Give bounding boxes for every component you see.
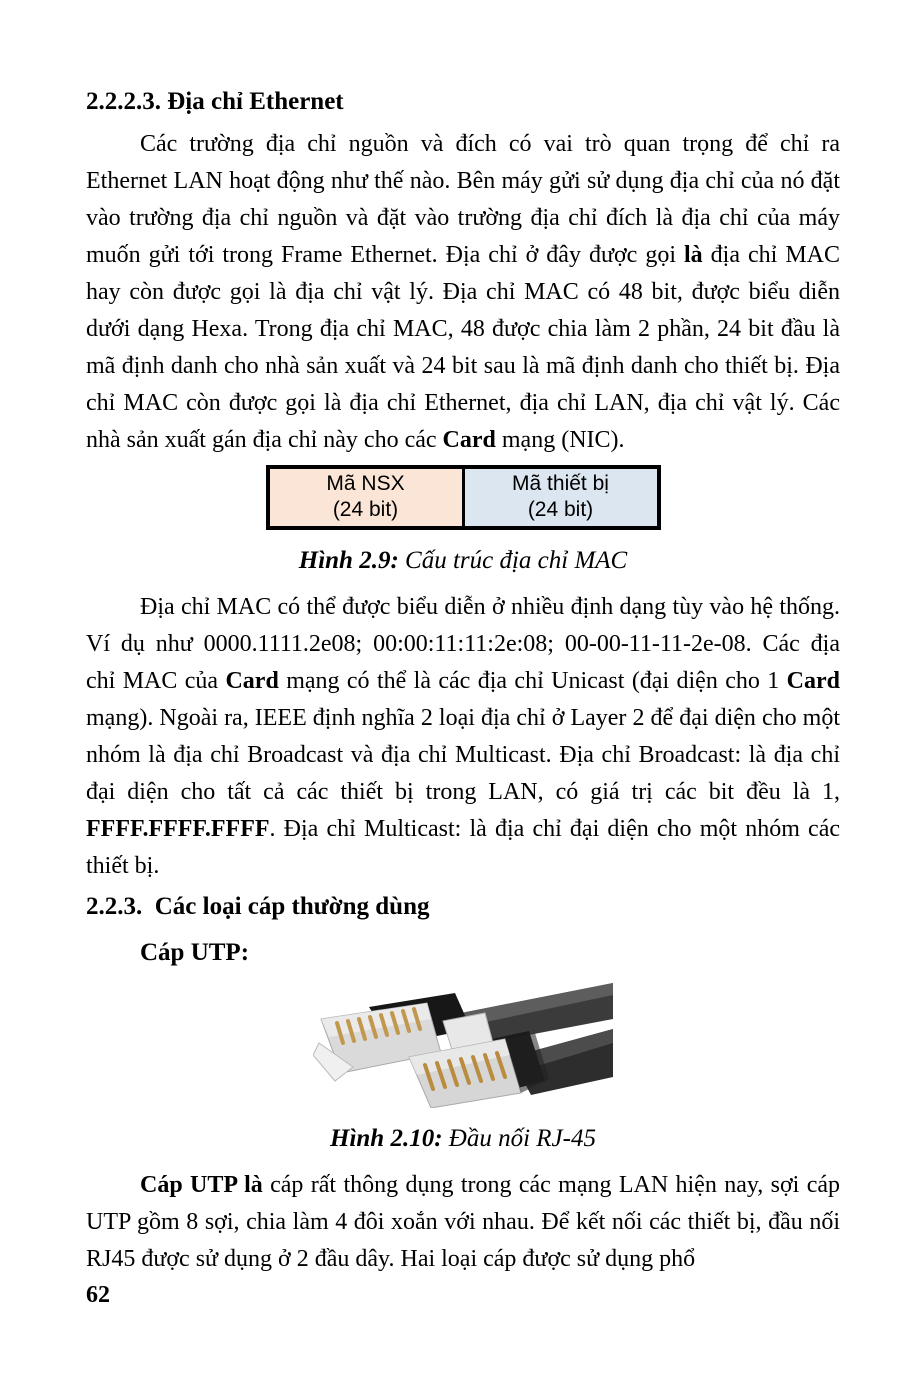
subheading-utp-cable: Cáp UTP:	[140, 939, 250, 966]
section-heading-cable-types: 2.2.3. Các loại cáp thường dùng	[86, 893, 430, 920]
section-heading-ethernet-address: 2.2.2.3. Địa chỉ Ethernet	[86, 88, 344, 115]
cell-line-bits: (24 bit)	[332, 498, 399, 521]
cell-line-bits: (24 bit)	[527, 498, 594, 521]
cell-line-title: Mã NSX	[326, 472, 405, 495]
cell-line-title: Mã thiết bị	[512, 472, 609, 495]
table-cell-device-code	[463, 467, 659, 528]
table-row	[268, 467, 659, 528]
rj45-photo	[313, 981, 613, 1108]
figure-caption-2-10: Hình 2.10: Đầu nối RJ-45	[330, 1125, 596, 1152]
table-cell-manufacturer-code	[268, 467, 464, 528]
paragraph-ethernet-intro: Các trường địa chỉ nguồn và đích có vai trò quan trọng để chỉ ra Ethernet LAN hoạt động như thế nào. Bên máy gửi sử dụng địa chỉ của nó đặt vào trường địa chỉ nguồn và đặt vào trường địa chỉ đích là địa chỉ của máy muốn gửi tới trong Frame Ethernet. Địa chỉ ở đây được gọi là địa chỉ MAC hay còn được gọi là địa chỉ vật lý. Địa chỉ MAC có 48 bit, được biểu diễn dưới dạng Hexa. Trong địa chỉ MAC, 48 được chia làm 2 phần, 24 bit đầu là mã định danh cho nhà sản xuất và 24 bit sau là mã định danh cho thiết bị. Địa chỉ MAC còn được gọi là địa chỉ Ethernet, địa chỉ LAN, địa chỉ vật lý. Các nhà sản xuất gán địa chỉ này cho các Card mạng (NIC).	[86, 131, 840, 453]
paragraph-utp-description: Cáp UTP là cáp rất thông dụng trong các mạng LAN hiện nay, sợi cáp UTP gồm 8 sợi, chia làm 4 đôi xoắn với nhau. Để kết nối các thiết bị, đầu nối RJ45 được sử dụng ở 2 đầu dây. Hai loại cáp được sử dụng phổ	[86, 1172, 841, 1272]
paragraph-mac-formats: Địa chỉ MAC có thể được biểu diễn ở nhiều định dạng tùy vào hệ thống. Ví dụ như 0000.1111.2e08; 00:00:11:11:2e:08; 00-00-11-11-2e-08. Các địa chỉ MAC của Card mạng có thể là các địa chỉ Unicast (đại diện cho 1 Card mạng). Ngoài ra, IEEE định nghĩa 2 loại địa chỉ ở Layer 2 để đại diện cho một nhóm là địa chỉ Broadcast và địa chỉ Multicast. Địa chỉ Broadcast: là địa chỉ đại diện cho tất cả các thiết bị trong LAN, có giá trị các bit đều là 1, FFFF.FFFF.FFFF. Địa chỉ Multicast: là địa chỉ đại diện cho một nhóm các thiết bị.	[86, 594, 840, 879]
figure-caption-2-9: Hình 2.9: Cấu trúc địa chỉ MAC	[298, 547, 628, 574]
figure-mac-structure	[86, 465, 840, 530]
figure-rj45	[86, 981, 840, 1108]
mac-structure-table	[266, 465, 661, 530]
page-number: 62	[86, 1282, 110, 1308]
